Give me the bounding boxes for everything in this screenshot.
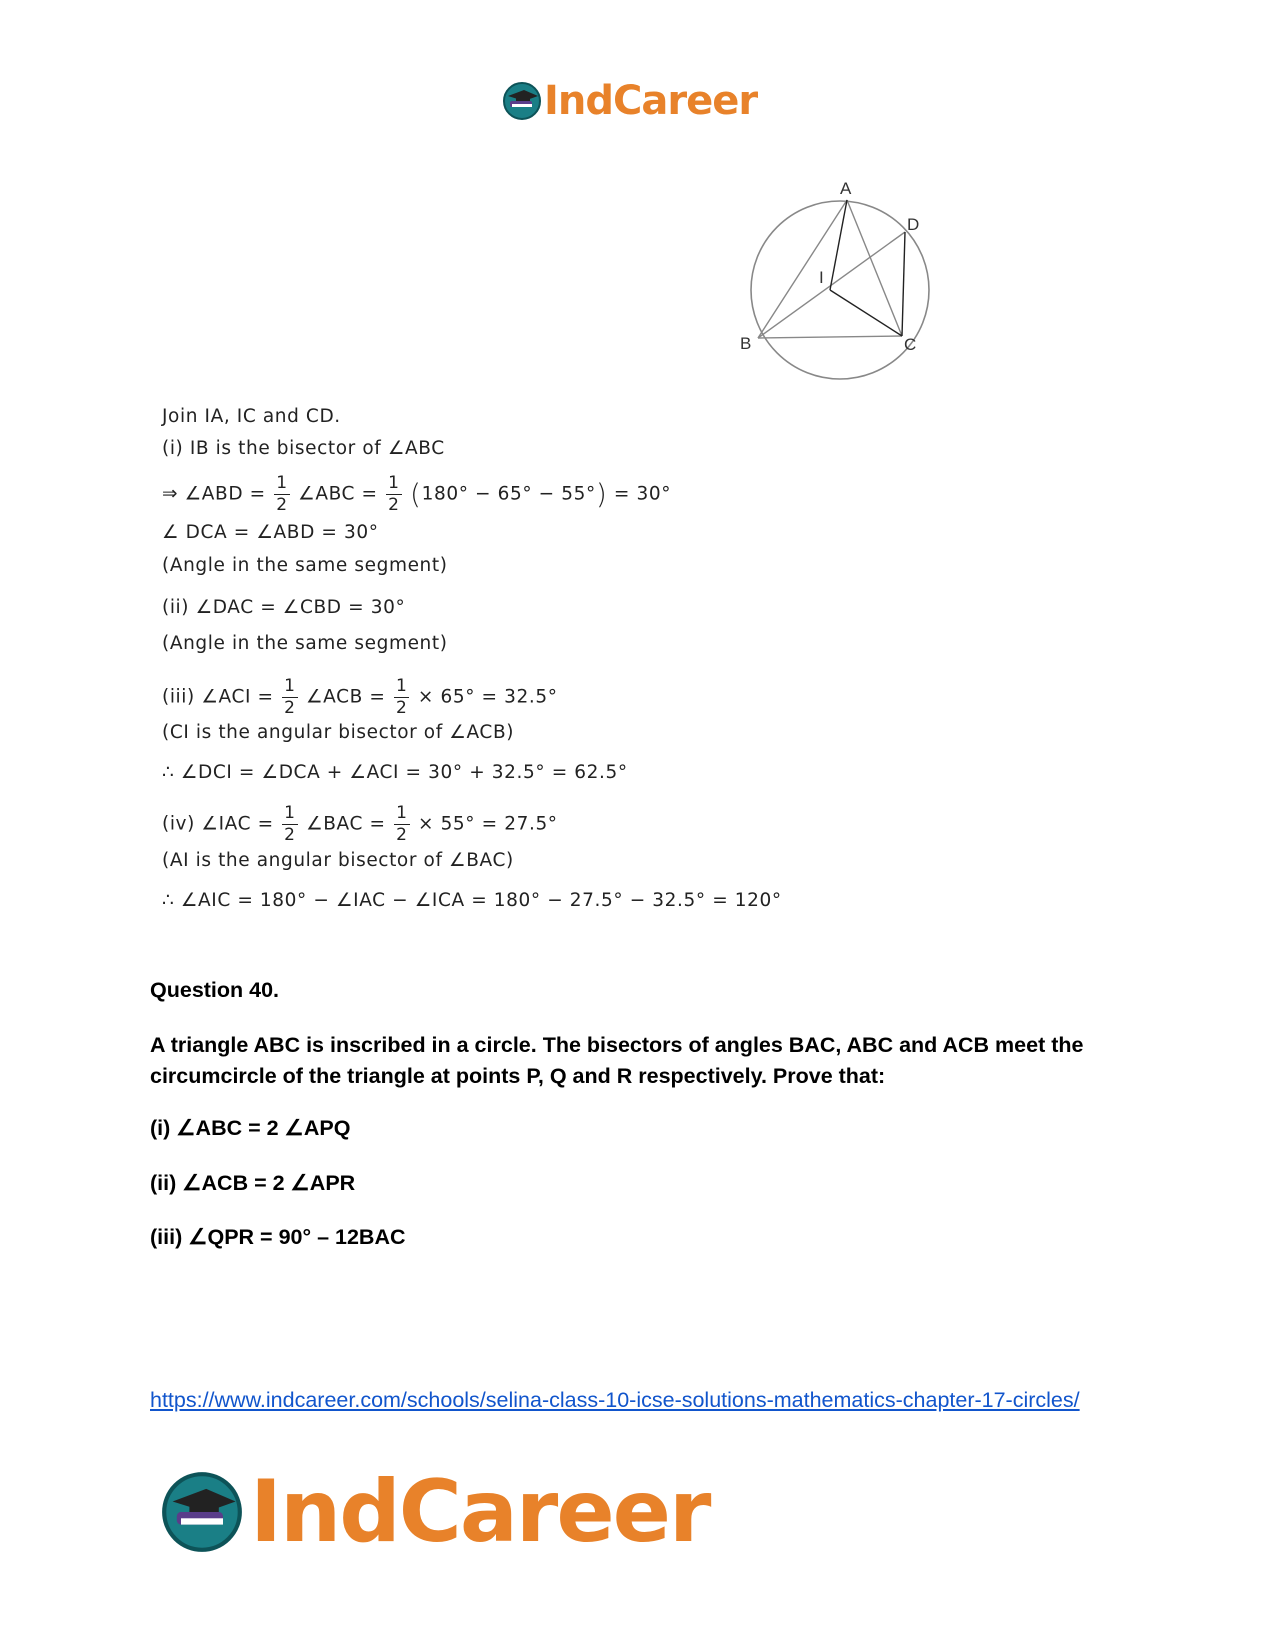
solution-line-11	[162, 805, 558, 844]
l8-mid: ∠ACB =	[306, 686, 386, 708]
label-c: C	[904, 335, 917, 354]
label-i: I	[819, 268, 824, 287]
question-part-3: (iii) ∠QPR = 90° – 12BAC	[150, 1225, 406, 1249]
solution-line-5: (Angle in the same segment)	[162, 555, 448, 576]
logo-text: IndCareer	[250, 1462, 710, 1562]
header-logo	[502, 78, 757, 124]
solution-line-13: ∴ ∠AIC = 180° − ∠IAC − ∠ICA = 180° − 27.5° − 32.5° = 120°	[162, 890, 782, 911]
paren-open-icon: (	[410, 477, 422, 511]
frac-den: 2	[284, 698, 296, 718]
circumcircle	[751, 201, 929, 379]
label-b: B	[740, 334, 752, 353]
source-link[interactable]: https://www.indcareer.com/schools/selina-class-10-icse-solutions-mathematics-chapter-17-circles/	[150, 1388, 1080, 1412]
l8-tail: × 65° = 32.5°	[417, 686, 558, 708]
frac-den: 2	[276, 495, 288, 515]
line-cd	[902, 232, 905, 336]
paren-close-icon: )	[595, 477, 608, 511]
frac-num: 1	[388, 473, 400, 493]
frac-num: 1	[284, 676, 296, 696]
frac-den: 2	[396, 825, 408, 845]
solution-line-2: (i) IB is the bisector of ∠ABC	[162, 438, 445, 459]
frac-num: 1	[396, 803, 408, 823]
l11-prefix: (iv) ∠IAC =	[162, 813, 274, 835]
solution-line-10: ∴ ∠DCI = ∠DCA + ∠ACI = 30° + 32.5° = 62.5°	[162, 762, 628, 783]
frac-num: 1	[276, 473, 288, 493]
l11-tail: × 55° = 27.5°	[417, 813, 558, 835]
question-part-1: (i) ∠ABC = 2 ∠APQ	[150, 1116, 351, 1140]
solution-line-3	[162, 475, 671, 514]
l11-mid: ∠BAC =	[306, 813, 386, 835]
solution-line-7: (Angle in the same segment)	[162, 633, 448, 654]
frac-den: 2	[388, 495, 400, 515]
l8-prefix: (iii) ∠ACI =	[162, 686, 274, 708]
frac-num: 1	[396, 676, 408, 696]
question-part-2: (ii) ∠ACB = 2 ∠APR	[150, 1171, 356, 1195]
solution-line-9: (CI is the angular bisector of ∠ACB)	[162, 722, 515, 743]
l3-paren: 180° − 65° − 55°	[421, 483, 596, 505]
footer-logo	[160, 1462, 709, 1562]
solution-line-4: ∠ DCA = ∠ABD = 30°	[162, 522, 379, 543]
label-a: A	[840, 180, 852, 198]
fraction	[282, 805, 297, 844]
graduation-book-icon	[502, 81, 542, 121]
solution-line-6: (ii) ∠DAC = ∠CBD = 30°	[162, 597, 406, 618]
fraction	[394, 678, 409, 717]
l3-prefix: ⇒ ∠ABD =	[162, 483, 266, 505]
line-ic	[830, 290, 902, 336]
question-title: Question 40.	[150, 978, 280, 1002]
l3-result: = 30°	[613, 483, 672, 505]
label-d: D	[907, 215, 920, 234]
graduation-book-icon	[160, 1470, 244, 1554]
solution-line-1: Join IA, IC and CD.	[162, 406, 341, 427]
circle-diagram	[740, 180, 955, 395]
l3-mid: ∠ABC =	[298, 483, 378, 505]
fraction	[394, 805, 409, 844]
frac-den: 2	[284, 825, 296, 845]
question-body: A triangle ABC is inscribed in a circle. The bisectors of angles BAC, ABC and ACB meet the circumcircle of the triangle at points P, Q and R respectively. Prove that:	[150, 1033, 1084, 1088]
solution-line-8	[162, 678, 558, 717]
frac-den: 2	[396, 698, 408, 718]
fraction	[274, 475, 289, 514]
frac-num: 1	[284, 803, 296, 823]
line-bc	[758, 336, 902, 338]
solution-line-12: (AI is the angular bisector of ∠BAC)	[162, 850, 514, 871]
logo-text: IndCareer	[544, 78, 758, 124]
fraction	[386, 475, 401, 514]
fraction	[282, 678, 297, 717]
